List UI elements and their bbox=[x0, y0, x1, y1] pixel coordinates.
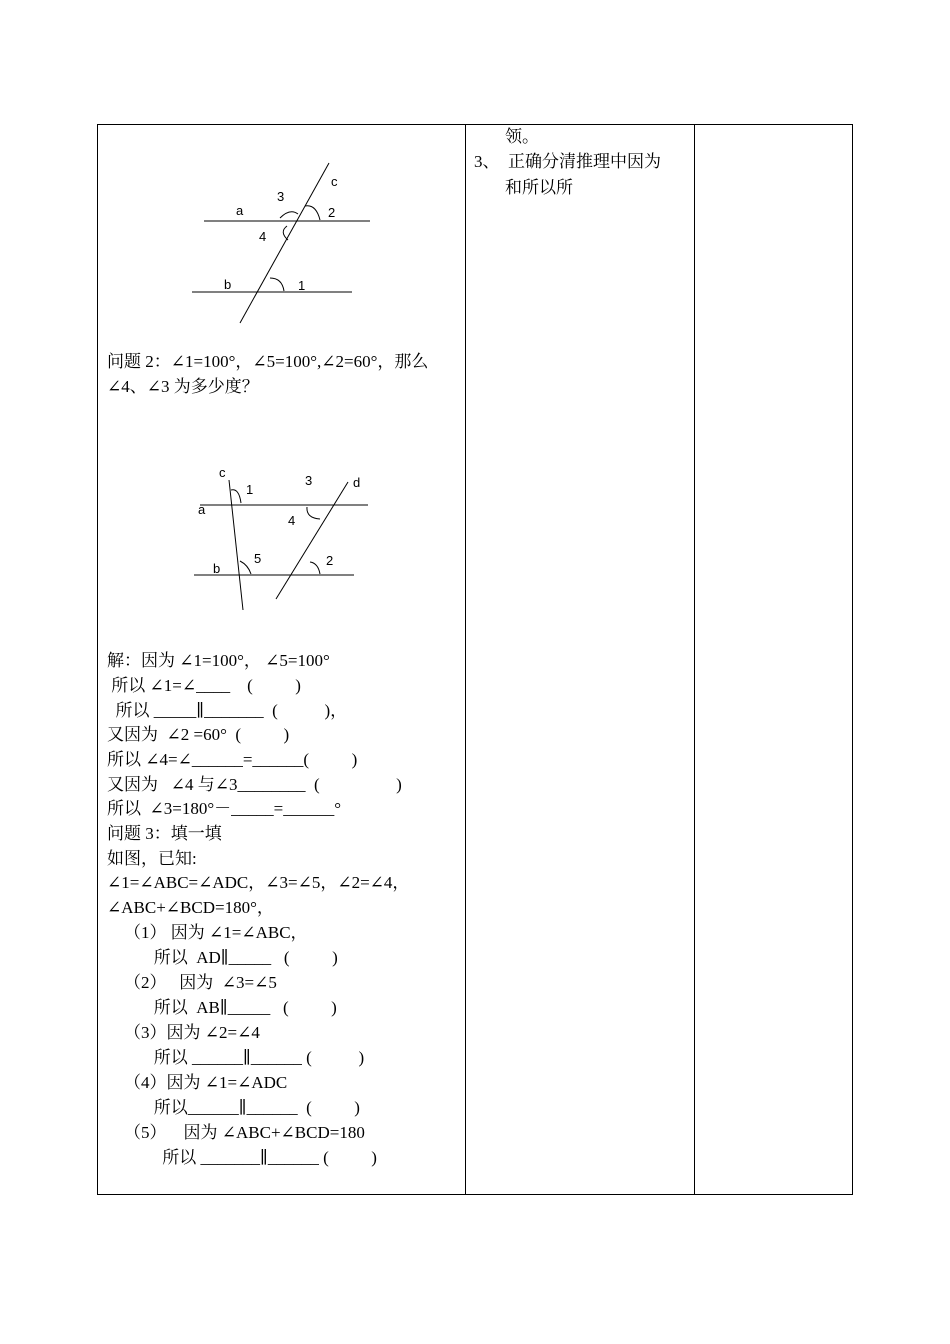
fig2-label-c: c bbox=[219, 465, 226, 480]
fig2-label-5: 5 bbox=[254, 551, 262, 566]
question3-line: （2） 因为 ∠3=∠5 bbox=[107, 973, 277, 992]
figure-parallel-lines-2 bbox=[190, 460, 380, 615]
question3-line: （1） 因为 ∠1=∠ABC， bbox=[107, 923, 308, 942]
question3-line: （4）因为 ∠1=∠ADC bbox=[107, 1073, 288, 1092]
question3-line: 所以______∥______ ( ) bbox=[107, 1098, 360, 1117]
question3-line: 所以 ______∥______ ( ) bbox=[107, 1048, 365, 1067]
fig2-label-d: d bbox=[353, 475, 361, 490]
solution-line: 所以 ∠1=∠____ ( ) bbox=[107, 676, 301, 695]
question3-line: ∠ABC+∠BCD=180°， bbox=[107, 898, 274, 917]
solution-line: 所以 _____∥_______ ( )， bbox=[107, 701, 348, 720]
fig1-label-4: 4 bbox=[259, 229, 267, 244]
question3-line: 所以 AB∥_____ ( ) bbox=[107, 998, 337, 1017]
fig2-label-3: 3 bbox=[305, 473, 313, 488]
fig2-label-b: b bbox=[213, 561, 221, 576]
column-divider-1 bbox=[465, 124, 466, 1195]
solution-line: 又因为 ∠2 =60° ( ) bbox=[107, 725, 290, 744]
col2-line3: 和所以所 bbox=[505, 178, 573, 197]
fig2-label-1: 1 bbox=[246, 482, 254, 497]
fig1-label-2: 2 bbox=[328, 205, 336, 220]
question3-line: ∠1=∠ABC=∠ADC，∠3=∠5，∠2=∠4， bbox=[107, 873, 410, 892]
fig1-label-1: 1 bbox=[298, 278, 306, 293]
solution-line: 又因为 ∠4 与∠3________ ( ) bbox=[107, 775, 402, 794]
figure-parallel-lines-1 bbox=[180, 155, 390, 330]
solution-line: 所以 ∠4=∠______=______( ) bbox=[107, 750, 358, 769]
question3-line: 所以 _______∥______ ( ) bbox=[107, 1148, 377, 1167]
fig1-label-b: b bbox=[224, 277, 232, 292]
fig2-label-4: 4 bbox=[288, 513, 296, 528]
question2-line1: 问题 2：∠1=100°，∠5=100°,∠2=60°，那么 bbox=[107, 352, 429, 371]
solution-line: 所以 ∠3=180°－_____=______° bbox=[107, 799, 342, 818]
fig1-label-3: 3 bbox=[277, 189, 285, 204]
fig2-label-a: a bbox=[198, 502, 206, 517]
col2-line1: 领。 bbox=[505, 127, 539, 146]
question3-line: 如图，已知: bbox=[107, 849, 197, 868]
fig2-label-2: 2 bbox=[326, 553, 334, 568]
question2-line2: ∠4、∠3 为多少度？ bbox=[107, 377, 259, 396]
column-divider-2 bbox=[694, 124, 695, 1195]
question3-line: 所以 AD∥_____ ( ) bbox=[107, 948, 338, 967]
fig1-label-a: a bbox=[236, 203, 244, 218]
question3-line: （5） 因为 ∠ABC+∠BCD=180 bbox=[107, 1123, 365, 1142]
fig1-label-c: c bbox=[331, 174, 338, 189]
col2-line2: 3、 正确分清推理中因为 bbox=[474, 152, 661, 171]
question3-line: 问题 3：填一填 bbox=[107, 824, 222, 843]
question3-line: （3）因为 ∠2=∠4 bbox=[107, 1023, 260, 1042]
solution-line: 解：因为 ∠1=100°， ∠5=100° bbox=[107, 651, 330, 670]
